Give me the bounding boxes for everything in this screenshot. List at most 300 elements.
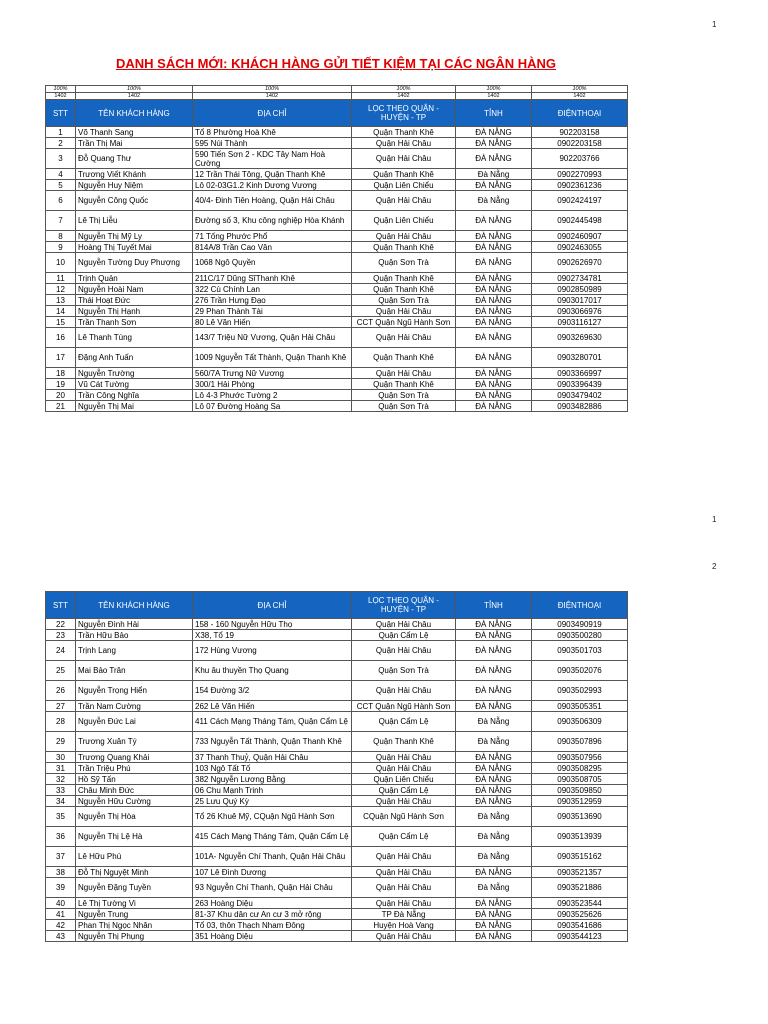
width-row xyxy=(46,93,628,100)
cell-district: Quận Hải Châu xyxy=(352,898,456,909)
table-row xyxy=(46,306,628,317)
column-header-phone: ĐIỆNTHOẠI xyxy=(532,592,628,619)
cell-name: Lê Thị Tường Vi xyxy=(76,898,193,909)
cell-name: Vũ Cát Tường xyxy=(76,379,193,390)
cell-phone: 0903523544 xyxy=(532,898,628,909)
cell-phone: 0903513939 xyxy=(532,827,628,847)
cell-district: Quận Thanh Khê xyxy=(352,242,456,253)
cell-name: Trịnh Lang xyxy=(76,641,193,661)
cell-phone: 0903507896 xyxy=(532,732,628,752)
table-row xyxy=(46,898,628,909)
cell-stt: 40 xyxy=(46,898,76,909)
cell-name: Nguyễn Thị Phụng xyxy=(76,931,193,942)
cell-address: 12 Trần Thái Tông, Quận Thanh Khê xyxy=(193,169,352,180)
cell-address: 25 Lưu Quý Kỳ xyxy=(193,796,352,807)
cell-district: Quận Hải Châu xyxy=(352,231,456,242)
percent-row-cell: 100% xyxy=(193,86,352,93)
cell-district: Quận Cẩm Lệ xyxy=(352,827,456,847)
page-number: 1 xyxy=(712,20,717,29)
cell-district: CQuận Ngũ Hành Sơn xyxy=(352,807,456,827)
cell-district: TP Đà Nẵng xyxy=(352,909,456,920)
cell-stt: 3 xyxy=(46,149,76,169)
cell-stt: 32 xyxy=(46,774,76,785)
cell-name: Trần Hữu Bảo xyxy=(76,630,193,641)
cell-name: Nguyễn Thị Mỹ Ly xyxy=(76,231,193,242)
cell-province: ĐÀ NẴNG xyxy=(456,898,532,909)
cell-district: Quận Hải Châu xyxy=(352,641,456,661)
table-row xyxy=(46,149,628,169)
cell-district: Quận Sơn Trà xyxy=(352,295,456,306)
cell-province: ĐÀ NẴNG xyxy=(456,681,532,701)
cell-stt: 16 xyxy=(46,328,76,348)
cell-stt: 2 xyxy=(46,138,76,149)
cell-address: 595 Núi Thành xyxy=(193,138,352,149)
cell-stt: 12 xyxy=(46,284,76,295)
table-row xyxy=(46,681,628,701)
cell-address: 06 Chu Mạnh Trinh xyxy=(193,785,352,796)
width-row-cell: 1402 xyxy=(352,93,456,100)
cell-phone: 0903521357 xyxy=(532,867,628,878)
cell-stt: 28 xyxy=(46,712,76,732)
table-row xyxy=(46,807,628,827)
cell-stt: 34 xyxy=(46,796,76,807)
column-header-stt: STT xyxy=(46,100,76,127)
table-row xyxy=(46,242,628,253)
table-row xyxy=(46,273,628,284)
cell-phone: 902203158 xyxy=(532,127,628,138)
cell-district: Quận Thanh Khê xyxy=(352,284,456,295)
cell-address: 733 Nguyễn Tất Thành, Quận Thanh Khê xyxy=(193,732,352,752)
cell-province: ĐÀ NẴNG xyxy=(456,796,532,807)
cell-phone: 0903502076 xyxy=(532,661,628,681)
cell-name: Nguyễn Thị Mai xyxy=(76,401,193,412)
cell-address: 101A- Nguyễn Chí Thanh, Quận Hải Châu xyxy=(193,847,352,867)
cell-phone: 0903525626 xyxy=(532,909,628,920)
cell-stt: 21 xyxy=(46,401,76,412)
cell-district: CCT Quận Ngũ Hành Sơn xyxy=(352,317,456,328)
cell-province: ĐÀ NẴNG xyxy=(456,138,532,149)
cell-phone: 0903508295 xyxy=(532,763,628,774)
cell-stt: 33 xyxy=(46,785,76,796)
cell-stt: 5 xyxy=(46,180,76,191)
cell-name: Trần Thị Mai xyxy=(76,138,193,149)
cell-phone: 0903515162 xyxy=(532,847,628,867)
cell-address: 382 Nguyễn Lương Bằng xyxy=(193,774,352,785)
table-row xyxy=(46,180,628,191)
cell-province: ĐÀ NẴNG xyxy=(456,931,532,942)
cell-province: ĐÀ NẴNG xyxy=(456,752,532,763)
percent-row-cell: 100% xyxy=(456,86,532,93)
table-row xyxy=(46,752,628,763)
cell-stt: 42 xyxy=(46,920,76,931)
cell-stt: 30 xyxy=(46,752,76,763)
cell-district: Quận Hải Châu xyxy=(352,931,456,942)
cell-stt: 18 xyxy=(46,368,76,379)
table-row xyxy=(46,785,628,796)
cell-stt: 14 xyxy=(46,306,76,317)
cell-address: 560/7A Trưng Nữ Vương xyxy=(193,368,352,379)
cell-stt: 20 xyxy=(46,390,76,401)
cell-province: ĐÀ NẴNG xyxy=(456,284,532,295)
cell-address: 81-37 Khu dân cư An cư 3 mở rộng xyxy=(193,909,352,920)
cell-phone: 0903482886 xyxy=(532,401,628,412)
cell-address: 29 Phan Thành Tài xyxy=(193,306,352,317)
cell-district: Quận Sơn Trà xyxy=(352,401,456,412)
cell-province: ĐÀ NẴNG xyxy=(456,630,532,641)
cell-district: Quận Thanh Khê xyxy=(352,169,456,180)
cell-district: Quận Liên Chiểu xyxy=(352,774,456,785)
cell-stt: 7 xyxy=(46,211,76,231)
cell-stt: 13 xyxy=(46,295,76,306)
cell-province: ĐÀ NẴNG xyxy=(456,619,532,630)
cell-address: 814A/8 Trần Cao Vân xyxy=(193,242,352,253)
cell-province: Đà Nẵng xyxy=(456,807,532,827)
page-number: 2 xyxy=(712,562,717,571)
cell-address: 172 Hùng Vương xyxy=(193,641,352,661)
cell-phone: 0903500280 xyxy=(532,630,628,641)
cell-stt: 38 xyxy=(46,867,76,878)
cell-district: Quận Hải Châu xyxy=(352,138,456,149)
table-row xyxy=(46,641,628,661)
cell-district: Quận Hải Châu xyxy=(352,368,456,379)
cell-province: ĐÀ NẴNG xyxy=(456,317,532,328)
cell-district: Quận Cẩm Lệ xyxy=(352,712,456,732)
cell-name: Trần Nam Cường xyxy=(76,701,193,712)
cell-province: ĐÀ NẴNG xyxy=(456,295,532,306)
table-row xyxy=(46,284,628,295)
cell-stt: 36 xyxy=(46,827,76,847)
column-header-district: LỌC THEO QUẬN - HUYỆN - TP xyxy=(352,592,456,619)
cell-phone: 0903269630 xyxy=(532,328,628,348)
table-row xyxy=(46,348,628,368)
customer-table-page-2 xyxy=(45,591,628,942)
cell-district: Quận Hải Châu xyxy=(352,878,456,898)
cell-address: 211C/17 Dũng SĩThanh Khê xyxy=(193,273,352,284)
cell-phone: 0903502993 xyxy=(532,681,628,701)
width-row-cell: 1402 xyxy=(193,93,352,100)
cell-name: Nguyễn Tường Duy Phượng xyxy=(76,253,193,273)
cell-address: 590 Tiến Sơn 2 - KDC Tây Nam Hoà Cường xyxy=(193,149,352,169)
cell-phone: 0903280701 xyxy=(532,348,628,368)
cell-name: Trương Quang Khải xyxy=(76,752,193,763)
table-row xyxy=(46,231,628,242)
cell-phone: 0903066976 xyxy=(532,306,628,317)
cell-phone: 0902203158 xyxy=(532,138,628,149)
column-header-stt: STT xyxy=(46,592,76,619)
cell-stt: 35 xyxy=(46,807,76,827)
cell-name: Nguyễn Hoài Nam xyxy=(76,284,193,295)
cell-district: CCT Quận Ngũ Hành Sơn xyxy=(352,701,456,712)
cell-name: Lê Hữu Phú xyxy=(76,847,193,867)
column-header-address: ĐỊA CHỈ xyxy=(193,592,352,619)
table-row xyxy=(46,211,628,231)
column-header-phone: ĐIỆNTHOẠI xyxy=(532,100,628,127)
cell-phone: 0903501703 xyxy=(532,641,628,661)
customer-table-page-1 xyxy=(45,85,628,412)
cell-name: Châu Minh Đức xyxy=(76,785,193,796)
cell-address: 107 Lê Đình Dương xyxy=(193,867,352,878)
cell-province: ĐÀ NẴNG xyxy=(456,127,532,138)
cell-address: Tổ 26 Khuê Mỹ, CQuận Ngũ Hành Sơn xyxy=(193,807,352,827)
cell-phone: 0902445498 xyxy=(532,211,628,231)
cell-address: Tổ 03, thôn Thạch Nham Đông xyxy=(193,920,352,931)
cell-stt: 17 xyxy=(46,348,76,368)
cell-district: Quận Sơn Trà xyxy=(352,390,456,401)
cell-name: Võ Thanh Sang xyxy=(76,127,193,138)
table-row xyxy=(46,867,628,878)
cell-name: Trịnh Quản xyxy=(76,273,193,284)
cell-province: ĐÀ NẴNG xyxy=(456,661,532,681)
cell-stt: 1 xyxy=(46,127,76,138)
cell-stt: 8 xyxy=(46,231,76,242)
cell-district: Quận Hải Châu xyxy=(352,867,456,878)
cell-address: 411 Cách Mạng Tháng Tám, Quận Cẩm Lệ xyxy=(193,712,352,732)
cell-district: Huyện Hoà Vang xyxy=(352,920,456,931)
cell-name: Trương Viết Khánh xyxy=(76,169,193,180)
cell-address: 71 Tống Phước Phổ xyxy=(193,231,352,242)
cell-phone: 0903490919 xyxy=(532,619,628,630)
cell-district: Quận Hải Châu xyxy=(352,149,456,169)
page-title: DANH SÁCH MỚI: KHÁCH HÀNG GỬI TIẾT KIỆM TẠI CÁC NGÂN HÀNG xyxy=(115,56,557,71)
cell-phone: 0903521886 xyxy=(532,878,628,898)
cell-address: 276 Trần Hưng Đạo xyxy=(193,295,352,306)
cell-phone: 0902361236 xyxy=(532,180,628,191)
cell-province: Đà Nẵng xyxy=(456,732,532,752)
cell-province: ĐÀ NẴNG xyxy=(456,180,532,191)
cell-phone: 0902734781 xyxy=(532,273,628,284)
cell-phone: 0903507956 xyxy=(532,752,628,763)
table-row xyxy=(46,732,628,752)
cell-province: ĐÀ NẴNG xyxy=(456,149,532,169)
cell-district: Quận Sơn Trà xyxy=(352,661,456,681)
cell-address: 351 Hoàng Diệu xyxy=(193,931,352,942)
column-header-name: TÊN KHÁCH HÀNG xyxy=(76,100,193,127)
cell-province: ĐÀ NẴNG xyxy=(456,774,532,785)
table-row xyxy=(46,920,628,931)
table-row xyxy=(46,909,628,920)
cell-stt: 23 xyxy=(46,630,76,641)
cell-name: Nguyễn Thị Hạnh xyxy=(76,306,193,317)
cell-address: 1009 Nguyễn Tất Thành, Quận Thanh Khê xyxy=(193,348,352,368)
cell-name: Lê Thị Liễu xyxy=(76,211,193,231)
cell-name: Thái Hoạt Đức xyxy=(76,295,193,306)
cell-stt: 19 xyxy=(46,379,76,390)
table-row xyxy=(46,763,628,774)
table-row xyxy=(46,712,628,732)
cell-province: ĐÀ NẴNG xyxy=(456,401,532,412)
percent-row-cell: 100% xyxy=(532,86,628,93)
cell-province: ĐÀ NẴNG xyxy=(456,763,532,774)
cell-address: X38, Tổ 19 xyxy=(193,630,352,641)
cell-province: ĐÀ NẴNG xyxy=(456,390,532,401)
table-row xyxy=(46,796,628,807)
cell-phone: 0903544123 xyxy=(532,931,628,942)
cell-name: Đỗ Quang Thư xyxy=(76,149,193,169)
cell-province: Đà Nẵng xyxy=(456,847,532,867)
cell-province: Đà Nẵng xyxy=(456,191,532,211)
cell-stt: 31 xyxy=(46,763,76,774)
cell-stt: 11 xyxy=(46,273,76,284)
percent-row-cell: 100% xyxy=(352,86,456,93)
cell-province: ĐÀ NẴNG xyxy=(456,211,532,231)
table-row xyxy=(46,661,628,681)
cell-district: Quận Hải Châu xyxy=(352,191,456,211)
cell-phone: 0903396439 xyxy=(532,379,628,390)
table-row xyxy=(46,328,628,348)
cell-name: Nguyễn Thị Hòa xyxy=(76,807,193,827)
cell-address: 415 Cách Mạng Tháng Tám, Quận Cẩm Lệ xyxy=(193,827,352,847)
cell-district: Quận Cẩm Lệ xyxy=(352,630,456,641)
cell-province: Đà Nẵng xyxy=(456,827,532,847)
width-row-cell: 1402 xyxy=(456,93,532,100)
cell-address: Tổ 8 Phường Hoà Khê xyxy=(193,127,352,138)
table-row xyxy=(46,401,628,412)
cell-stt: 10 xyxy=(46,253,76,273)
cell-province: ĐÀ NẴNG xyxy=(456,379,532,390)
cell-district: Quận Hải Châu xyxy=(352,752,456,763)
cell-stt: 26 xyxy=(46,681,76,701)
cell-province: ĐÀ NẴNG xyxy=(456,920,532,931)
cell-address: 143/7 Triệu Nữ Vương, Quận Hải Châu xyxy=(193,328,352,348)
table-row xyxy=(46,847,628,867)
cell-province: Đà Nẵng xyxy=(456,712,532,732)
cell-stt: 29 xyxy=(46,732,76,752)
table-row xyxy=(46,619,628,630)
cell-address: 1068 Ngô Quyền xyxy=(193,253,352,273)
cell-province: ĐÀ NẴNG xyxy=(456,641,532,661)
page-number: 1 xyxy=(712,515,717,524)
cell-stt: 25 xyxy=(46,661,76,681)
table-row xyxy=(46,295,628,306)
cell-address: Lô 4-3 Phước Tường 2 xyxy=(193,390,352,401)
cell-name: Lê Thanh Tùng xyxy=(76,328,193,348)
cell-address: 262 Lê Văn Hiến xyxy=(193,701,352,712)
cell-province: ĐÀ NẴNG xyxy=(456,867,532,878)
cell-address: 154 Đường 3/2 xyxy=(193,681,352,701)
cell-stt: 43 xyxy=(46,931,76,942)
table-row xyxy=(46,127,628,138)
percent-row-cell: 100% xyxy=(46,86,76,93)
cell-province: ĐÀ NẴNG xyxy=(456,242,532,253)
cell-name: Nguyễn Trọng Hiển xyxy=(76,681,193,701)
cell-name: Nguyễn Hữu Cường xyxy=(76,796,193,807)
cell-phone: 0902270993 xyxy=(532,169,628,180)
cell-district: Quận Thanh Khê xyxy=(352,127,456,138)
cell-district: Quận Hải Châu xyxy=(352,328,456,348)
cell-address: 300/1 Hải Phòng xyxy=(193,379,352,390)
cell-district: Quận Cẩm Lệ xyxy=(352,785,456,796)
table-row xyxy=(46,138,628,149)
column-header-name: TÊN KHÁCH HÀNG xyxy=(76,592,193,619)
cell-address: 80 Lê Văn Hiến xyxy=(193,317,352,328)
cell-address: 322 Cù Chính Lan xyxy=(193,284,352,295)
cell-phone: 0903508705 xyxy=(532,774,628,785)
cell-province: Đà Nẵng xyxy=(456,878,532,898)
cell-phone: 0902424197 xyxy=(532,191,628,211)
cell-phone: 902203766 xyxy=(532,149,628,169)
cell-phone: 0903017017 xyxy=(532,295,628,306)
cell-province: Đà Nẵng xyxy=(456,169,532,180)
cell-phone: 0903513690 xyxy=(532,807,628,827)
cell-district: Quận Hải Châu xyxy=(352,796,456,807)
column-header-address: ĐỊA CHỈ xyxy=(193,100,352,127)
cell-phone: 0902460907 xyxy=(532,231,628,242)
cell-name: Phan Thị Ngọc Nhân xyxy=(76,920,193,931)
cell-phone: 0903479402 xyxy=(532,390,628,401)
cell-stt: 27 xyxy=(46,701,76,712)
cell-district: Quận Hải Châu xyxy=(352,847,456,867)
cell-address: 263 Hoàng Diệu xyxy=(193,898,352,909)
table-row xyxy=(46,390,628,401)
width-row-cell: 1402 xyxy=(46,93,76,100)
table-row xyxy=(46,931,628,942)
cell-district: Quận Thanh Khê xyxy=(352,379,456,390)
cell-phone: 0902850989 xyxy=(532,284,628,295)
cell-phone: 0903506309 xyxy=(532,712,628,732)
cell-province: ĐÀ NẴNG xyxy=(456,306,532,317)
table-row xyxy=(46,379,628,390)
cell-province: ĐÀ NẴNG xyxy=(456,368,532,379)
cell-province: ĐÀ NẴNG xyxy=(456,909,532,920)
cell-district: Quận Hải Châu xyxy=(352,306,456,317)
cell-province: ĐÀ NẴNG xyxy=(456,348,532,368)
cell-name: Mai Bảo Trân xyxy=(76,661,193,681)
cell-stt: 24 xyxy=(46,641,76,661)
cell-name: Nguyễn Đức Lai xyxy=(76,712,193,732)
table-row xyxy=(46,701,628,712)
table-row xyxy=(46,774,628,785)
cell-district: Quận Thanh Khê xyxy=(352,273,456,284)
cell-name: Nguyễn Trường xyxy=(76,368,193,379)
cell-stt: 15 xyxy=(46,317,76,328)
cell-name: Nguyễn Huy Niệm xyxy=(76,180,193,191)
cell-stt: 4 xyxy=(46,169,76,180)
cell-province: ĐÀ NẴNG xyxy=(456,273,532,284)
table-row xyxy=(46,630,628,641)
table-row xyxy=(46,368,628,379)
table-row xyxy=(46,253,628,273)
cell-address: Lô 02-03G1.2 Kinh Dương Vương xyxy=(193,180,352,191)
column-header-province: TỈNH xyxy=(456,100,532,127)
cell-address: 103 Ngô Tất Tố xyxy=(193,763,352,774)
column-header-district: LỌC THEO QUẬN - HUYỆN - TP xyxy=(352,100,456,127)
cell-district: Quận Thanh Khê xyxy=(352,732,456,752)
table-row xyxy=(46,827,628,847)
cell-stt: 22 xyxy=(46,619,76,630)
cell-phone: 0903366997 xyxy=(532,368,628,379)
cell-district: Quận Sơn Trà xyxy=(352,253,456,273)
cell-name: Nguyễn Đặng Tuyền xyxy=(76,878,193,898)
cell-name: Trần Công Nghĩa xyxy=(76,390,193,401)
cell-address: 158 - 160 Nguyễn Hữu Thọ xyxy=(193,619,352,630)
table-row xyxy=(46,169,628,180)
cell-phone: 0903509850 xyxy=(532,785,628,796)
table-row xyxy=(46,878,628,898)
cell-name: Nguyễn Thị Lệ Hà xyxy=(76,827,193,847)
cell-stt: 37 xyxy=(46,847,76,867)
cell-phone: 0903505351 xyxy=(532,701,628,712)
cell-district: Quận Hải Châu xyxy=(352,763,456,774)
cell-district: Quận Thanh Khê xyxy=(352,348,456,368)
cell-name: Đỗ Thị Nguyệt Minh xyxy=(76,867,193,878)
cell-address: 93 Nguyễn Chí Thanh, Quận Hải Châu xyxy=(193,878,352,898)
cell-name: Nguyễn Trung xyxy=(76,909,193,920)
width-row-cell: 1402 xyxy=(76,93,193,100)
cell-name: Hồ Sỹ Tấn xyxy=(76,774,193,785)
cell-province: ĐÀ NẴNG xyxy=(456,231,532,242)
cell-district: Quận Liên Chiểu xyxy=(352,180,456,191)
cell-name: Đặng Anh Tuấn xyxy=(76,348,193,368)
